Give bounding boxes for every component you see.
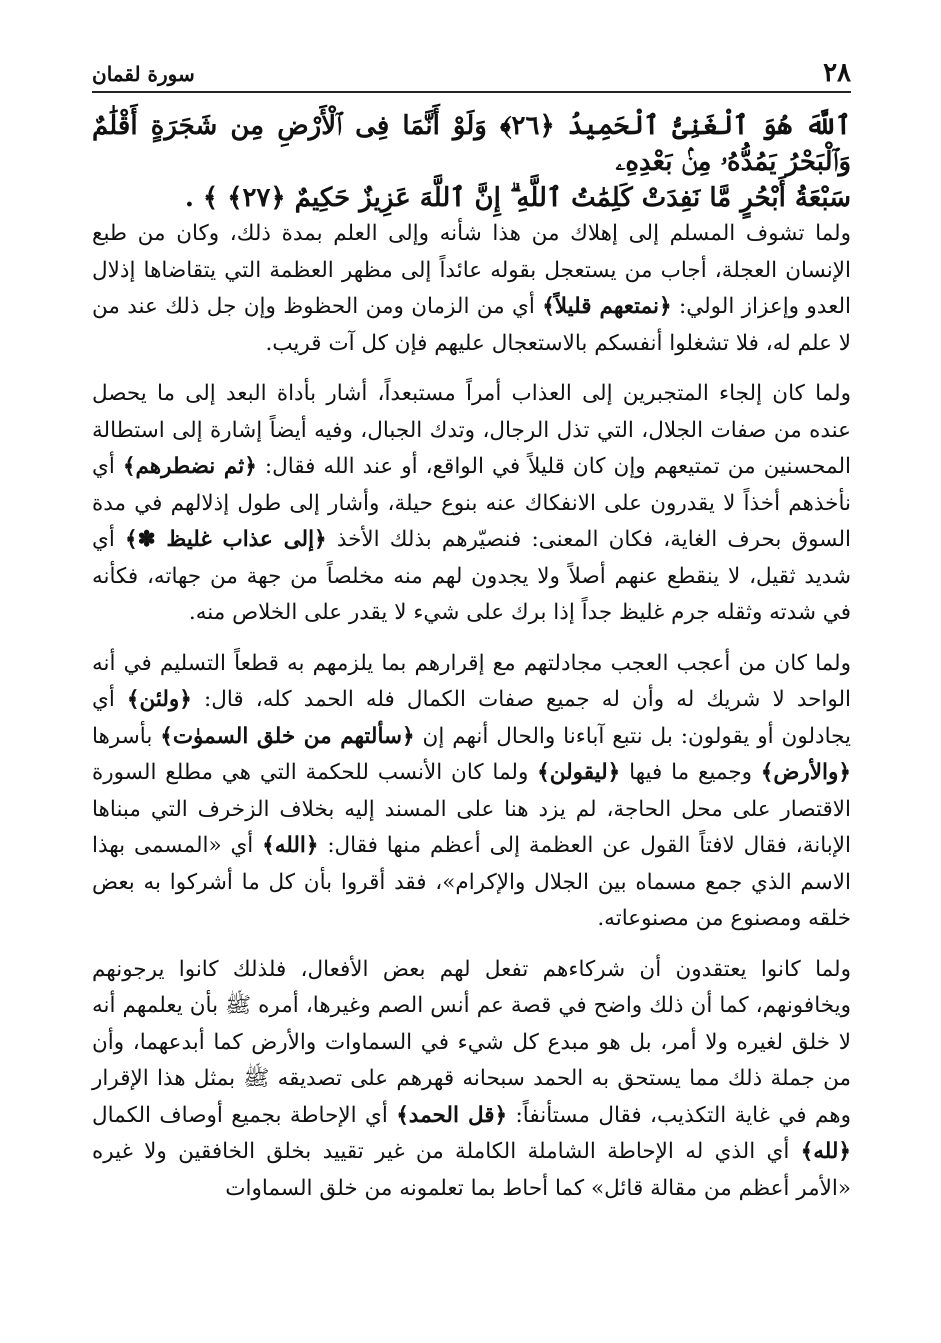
text-span: ولما كان الأنسب للحكمة التي هي مطلع السورة الاقتصار على محل الحاجة، لم يزد هنا على المسند إليه بخلاف الزخرف التي مبناها الإبانة، فقال لافتاً القول عن العظمة إلى أعظم منها فقال:	[92, 760, 851, 858]
quran-quote: ﴿إلى عذاب غليظ ✽﴾	[124, 527, 327, 552]
text-span: بأسرها	[92, 723, 161, 749]
text-span: أي الإحاطة بجميع أوصاف الكمال	[92, 1102, 397, 1128]
quran-quote: ﴿ولئن﴾	[126, 687, 192, 712]
text-span: أي يجادلون أو يقولون: بل نتبع آباءنا والحال أنهم إن	[92, 687, 851, 749]
text-span: ولما كانوا يعتقدون أن شركاءهم تفعل لهم بعض الأفعال، فلذلك كانوا يرجونهم ويخافونهم، كما أن ذلك واضح في قصة عم أنس الصم وغيرها، أمره ﷺ بأن يعلمهم أنه لا خلق لغيره ولا أمر، بل هو مبدع كل شيء في السماوات والأرض كما أبدعهما، وأن من جملة ذلك مما يستحق به الحمد سبحانه قهرهم على تصديقه ﷺ بمثل هذا الإقرار وهم في غاية التكذيب، فقال مستأنفاً:	[92, 956, 851, 1128]
text-span: ولما كان من أعجب العجب مجادلتهم مع إقرارهم بما يلزمهم به قطعاً التسليم في أنه الواحد لا شريك له وأن له جميع صفات الكمال فله الحمد كله، قال:	[92, 650, 851, 712]
commentary-paragraph	[92, 952, 851, 1208]
commentary-paragraph	[92, 216, 851, 362]
quran-quote: ﴿ليقولن﴾	[537, 760, 621, 785]
page-body	[92, 108, 851, 1207]
text-span: أي من الزمان ومن الحظوظ وإن جل ذلك عند من لا علم له، فلا تشغلوا أنفسكم بالاستعجال عليهم فإن كل آت قريب.	[92, 294, 851, 356]
page-header	[92, 58, 851, 88]
text-span: ولما تشوف المسلم إلى إهلاك من هذا شأنه وإلى العلم بمدة ذلك، وكان من طبع الإنسان العجلة، أجاب من يستعجل بقوله عائداً إلى مظهر العظمة التي يتقاضاها إذلال العدو وإعزاز الولي:	[92, 221, 851, 319]
quran-quote: ﴿ثم نضطرهم﴾	[122, 454, 257, 479]
quran-verse-line: ٱللَّهَ هُوَ ٱلْغَنِىُّ ٱلْحَمِيدُ ﴿٢٦﴾ وَلَوْ أَنَّمَا فِى ٱلْأَرْضِ مِن شَجَرَةٍ أَقْلَٰمٌ وَٱلْبَحْرُ يَمُدُّهُۥ مِنۢ بَعْدِهِۦ	[92, 111, 851, 177]
quran-quote: ﴿سألتهم من خلق السموٰت﴾	[160, 723, 415, 749]
text-span: أي الذي له الإحاطة الشاملة الكاملة من غير تقييد بخلق الخافقين ولا غيره «الأمر أعظم من مقالة قائل» كما أحاط بما تعلمونه من خلق السماوات	[92, 1139, 851, 1201]
commentary-paragraph	[92, 376, 851, 632]
running-title: سورة لقمان	[92, 62, 195, 86]
page-number: ٢٨	[823, 58, 851, 88]
commentary-paragraph	[92, 646, 851, 938]
header-rule	[92, 91, 851, 93]
text-span: ولما كان إلجاء المتجبرين إلى العذاب أمراً مستبعداً، أشار بأداة البعد إلى ما يحصل عنده من صفات الجلال، التي تذل الرجال، وتدك الجبال، وفيه أيضاً إشارة إلى استطالة المحسنين من تمتيعهم وإن كان قليلاً في الواقع، أو عند الله فقال:	[92, 381, 851, 479]
text-span: أي شديد ثقيل، لا ينقطع عنهم أصلاً ولا يجدون لهم منه مخلصاً من جهة من جهاته، فكأنه في شدته وثقله جرم غليظ جداً إذا برك على شيء لا يقدر على الخلاص منه.	[92, 527, 851, 625]
text-span: أي «المسمى بهذا الاسم الذي جمع مسماه بين الجلال والإكرام»، فقد أقروا بأن كل ما أشركوا به بعض خلقه ومصنوع من مصنوعاته.	[92, 833, 851, 931]
text-span: أي نأخذهم أخذاً لا يقدرون على الانفكاك عنه بنوع حيلة، وأشار إلى طول إذلالهم في مدة السوق بحرف الغاية، فكان المعنى: فنصيّرهم بذلك الأخذ	[92, 454, 851, 552]
text-span: وجميع ما فيها	[620, 760, 761, 785]
quran-quote: ﴿نمتعهم قليلاً﴾	[542, 294, 672, 319]
quran-verse-line: سَبْعَةُ أَبْحُرٍ مَّا نَفِدَتْ كَلِمَٰتُ ٱللَّهِ ۗ إِنَّ ٱللَّهَ عَزِيزٌ حَكِيمٌ ﴿٢٧﴾ ﴾ .	[184, 183, 851, 213]
quran-quote: ﴿قل الحمد﴾	[396, 1102, 508, 1128]
quran-quote: ﴿لله﴾	[800, 1139, 851, 1164]
quran-quote: ﴿والأرض﴾	[760, 760, 851, 785]
quran-quote: ﴿الله﴾	[262, 833, 319, 858]
